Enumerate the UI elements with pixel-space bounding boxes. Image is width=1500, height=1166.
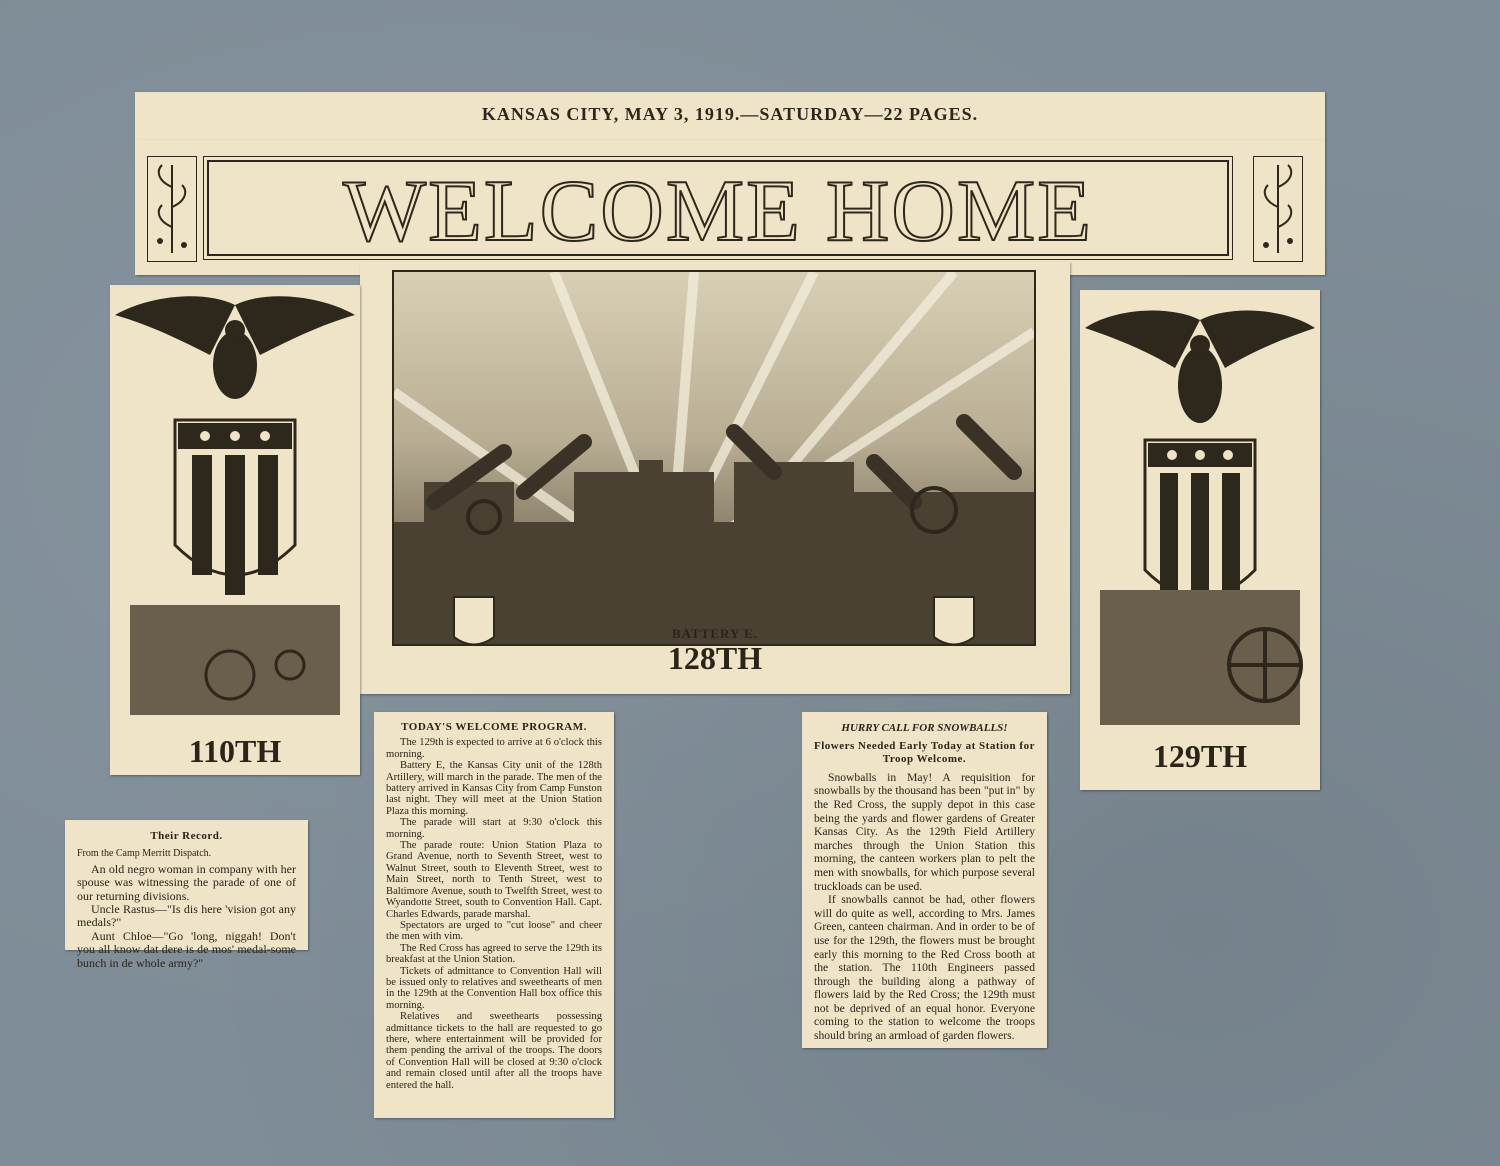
regiment-number-128: 128TH: [667, 640, 763, 676]
regiment-number-129: 129TH: [1152, 738, 1248, 774]
program-paragraph: The Red Cross has agreed to serve the 129th its breakfast at the Union Station.: [386, 942, 602, 966]
program-paragraph: The parade route: Union Station Plaza to Grand Avenue, north to Seventh Street, west to Walnut Street, south to Eleventh Street, west to Main Street, north to Tenth Street, west to Baltimore Avenue, south to Twelfth Street, west to Wyandotte Street, south to Convention Hall. Capt. Charles Edwards, parade marshal.: [386, 840, 602, 920]
welcome-program-clipping: [374, 712, 614, 1118]
battery-caption: BATTERY E.: [671, 626, 759, 641]
dateline: KANSAS CITY, MAY 3, 1919.—SATURDAY—22 PAGES.: [481, 104, 979, 124]
program-paragraph: The parade will start at 9:30 o'clock this morning.: [386, 817, 602, 840]
artillery-illustration: [392, 270, 1036, 646]
program-paragraph: Spectators are urged to "cut loose" and cheer the men with vim.: [386, 919, 602, 943]
record-heading: Their Record.: [150, 830, 223, 842]
battery-e-clipping: [360, 262, 1070, 694]
regiment-number-110: 110TH: [188, 733, 282, 769]
record-paragraph: Aunt Chloe—"Go 'long, niggah! Don't you all know dat dere is de mos' medal-some bunch in de whole army?": [77, 928, 296, 970]
record-source: From the Camp Merritt Dispatch.: [77, 848, 212, 860]
snowballs-paragraph: If snowballs cannot be had, other flowers will do quite as well, according to Mrs. James Green, canteen chairman. And in order to be of use for the 129th, the flowers must be brought early this morning to the Red Cross booth at the station. The 110th Engineers passed through the building along a pathway of flowers laid by the Red Cross; the 129th must not be deprived of an equal honor. Everyone coming to the station to welcome the troops should bring an armload of garden flowers.: [814, 893, 1035, 1043]
eagle-shield-illustration: [110, 285, 360, 725]
snowballs-heading: HURRY CALL FOR SNOWBALLS!: [841, 722, 1008, 734]
right-ornament-icon: [1253, 156, 1303, 262]
record-paragraph: An old negro woman in company with her spouse was witnessing the parade of one of our returning divisions.: [77, 861, 296, 903]
record-paragraph: Uncle Rastus—"Is dis here 'vision got any medals?": [77, 902, 296, 930]
page-title: WELCOME HOME: [343, 163, 1093, 260]
program-paragraph: Battery E, the Kansas City unit of the 128th Artillery, will march in the parade. The men of the battery arrived in Kansas City from Camp Funston last night. They will meet at the Union Station Plaza this morning.: [386, 760, 602, 817]
program-paragraph: Relatives and sweethearts possessing admittance tickets to the hall are requested to go there, where entertainment will be provided for them pending the arrival of the troops. The doors of Convention Hall will be closed at 9:30 o'clock and remain closed until after all the troops have entered the hall.: [386, 1011, 602, 1091]
program-paragraph: Tickets of admittance to Convention Hall will be issued only to relatives and sweethearts of men in the 129th at the Convention Hall box office this morning.: [386, 965, 602, 1011]
snowballs-clipping: [802, 712, 1047, 1048]
110th-clipping: [110, 285, 360, 775]
program-paragraph: The 129th is expected to arrive at 6 o'clock this morning.: [386, 737, 602, 760]
title-frame: [207, 160, 1229, 260]
title-clipping: [135, 140, 1325, 275]
snowballs-paragraph: Snowballs in May! A requisition for snowballs by the thousand has been "put in" by the Red Cross, the supply depot in this case being the yards and flower gardens of Greater Kansas City. As the 129th Field Artillery marches through the Union Station this morning, the canteen workers plan to pelt the men with snowballs, for which purpose several truckloads can be used.: [814, 770, 1035, 893]
program-heading: TODAY'S WELCOME PROGRAM.: [401, 721, 587, 733]
eagle-shield-illustration: [1080, 290, 1320, 730]
snowballs-subheading: Flowers Needed Early Today at Station for Troop Welcome.: [814, 739, 1035, 766]
129th-clipping: [1080, 290, 1320, 790]
dateline-clipping: [135, 92, 1325, 140]
their-record-clipping: [65, 820, 308, 970]
left-ornament-icon: [147, 156, 197, 262]
